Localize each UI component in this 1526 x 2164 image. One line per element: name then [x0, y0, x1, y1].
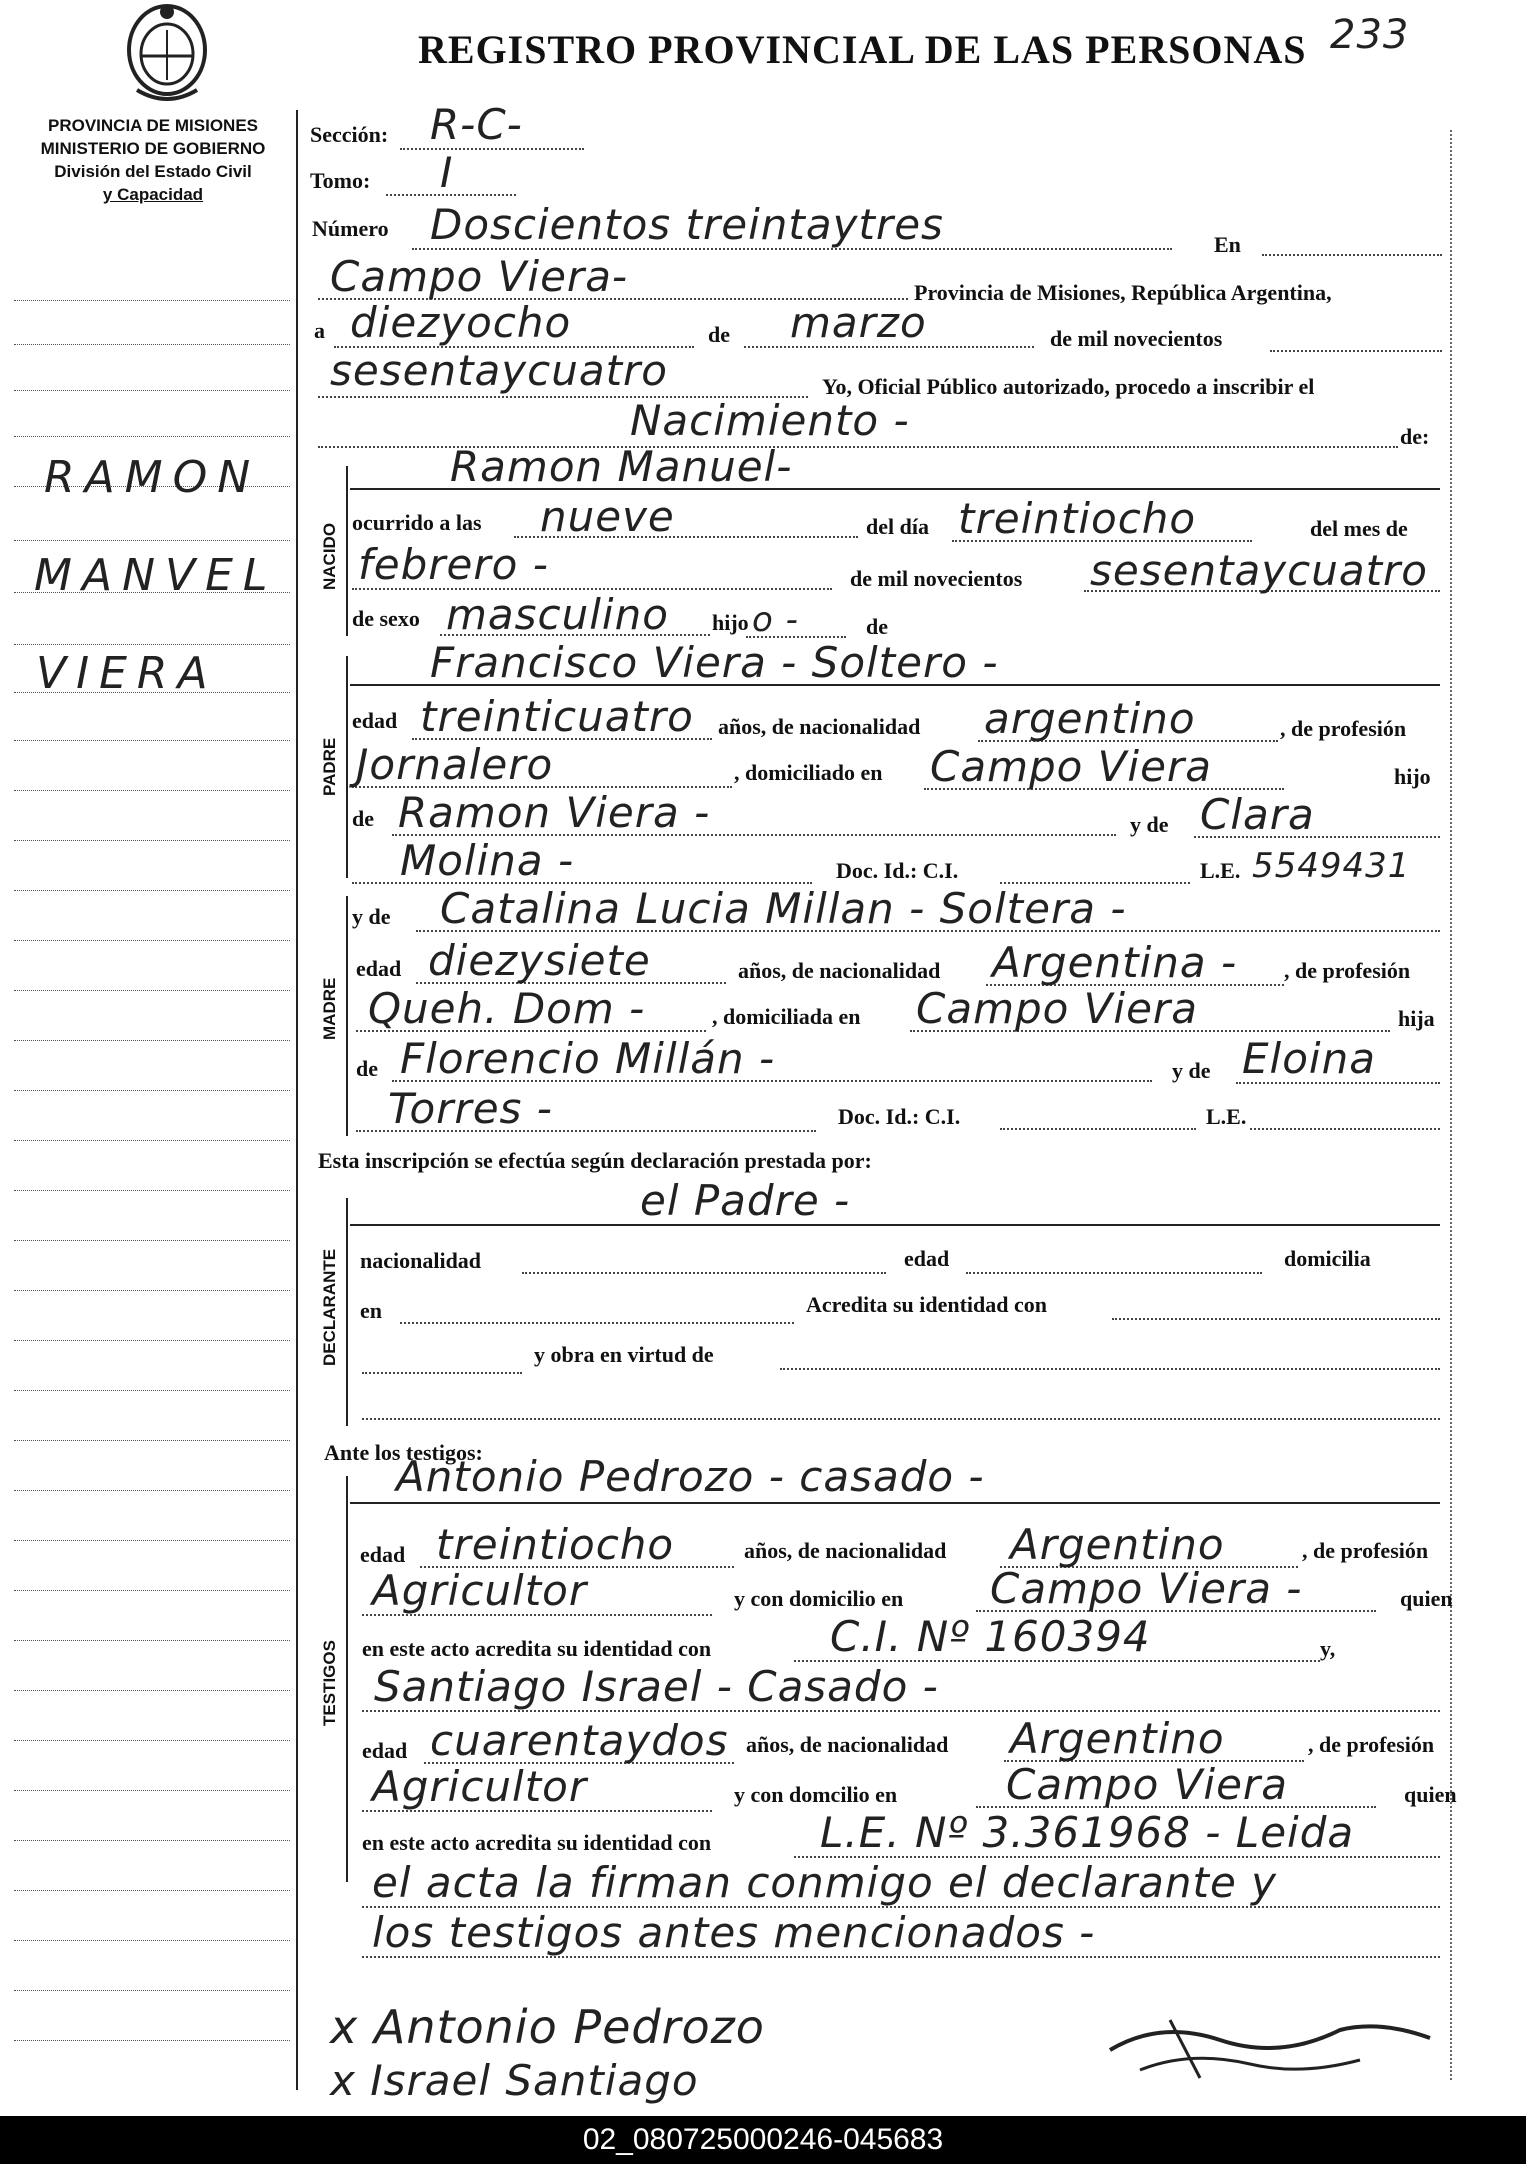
t2-edad-value: cuarentaydos: [430, 1716, 729, 1765]
signature-1: x Antonio Pedrozo: [330, 2000, 765, 2054]
anio-value: sesentaycuatro: [330, 346, 669, 395]
testigo1-value: Antonio Pedrozo - casado -: [396, 1452, 985, 1501]
ministry-line-1: PROVINCIA DE MISIONES: [47, 116, 258, 135]
provincia-label: Provincia de Misiones, República Argentina,: [914, 280, 1332, 305]
t2-domicilio-label: y con domcilio en: [734, 1782, 898, 1807]
t1-edad-value: treintiocho: [436, 1520, 675, 1569]
t1-doc-value: C.I. Nº 160394: [830, 1612, 1151, 1661]
padre-dom-value: Campo Viera: [930, 742, 1212, 791]
t2-edad-label: edad: [362, 1738, 408, 1763]
footer-document-id: 02_080725000246-045683: [0, 2116, 1526, 2164]
padre-y-de-label: y de: [1130, 812, 1169, 837]
dia-value: diezyocho: [350, 298, 572, 347]
hijo-suffix-value: o -: [752, 600, 799, 640]
seccion-value: R-C-: [430, 100, 523, 149]
madre-side-label: MADRE: [320, 977, 339, 1040]
acto-value: Nacimiento -: [630, 396, 910, 445]
domicilia-label: domicilia: [1284, 1246, 1371, 1271]
padre-madre-value-1: Clara: [1200, 790, 1315, 839]
madre-y-de-label: y de: [352, 904, 391, 929]
de-colon-label: de:: [1400, 424, 1430, 449]
ministry-line-3: División del Estado Civil: [54, 162, 252, 181]
t1-domicilio-label: y con domicilio en: [734, 1586, 904, 1611]
mes-nac-value: febrero -: [358, 540, 549, 589]
madre-y-de2-label: y de: [1172, 1058, 1211, 1083]
madre-doc-label: Doc. Id.: C.I.: [838, 1104, 961, 1129]
a-label: a: [314, 318, 325, 343]
de-sexo-label: de sexo: [352, 606, 420, 631]
t2-anos-nac-label: años, de nacionalidad: [746, 1732, 949, 1757]
y-obra-label: y obra en virtud de: [534, 1342, 714, 1367]
madre-madre-value-2: Torres -: [388, 1084, 553, 1133]
decl-edad-label: edad: [904, 1246, 950, 1271]
en-value: Campo Viera-: [330, 252, 629, 301]
de2-label: de: [866, 614, 888, 639]
madre-dom-value: Campo Viera: [916, 984, 1198, 1033]
de-mil-label: de mil novecientos: [1050, 326, 1223, 351]
madre-hija-label: hija: [1398, 1006, 1435, 1031]
padre-edad-value: treinticuatro: [420, 692, 694, 741]
padre-profesion-label: , de profesión: [1280, 716, 1407, 741]
ministry-block: [14, 114, 292, 206]
del-dia-label: del día: [866, 514, 929, 539]
t1-prof-value: Agricultor: [372, 1566, 588, 1615]
madre-de-label: de: [356, 1056, 378, 1081]
madre-madre-value-1: Eloina: [1242, 1034, 1376, 1083]
padre-edad-label: edad: [352, 708, 398, 733]
numero-value: Doscientos treintaytres: [430, 200, 944, 249]
main-left-border: [296, 110, 298, 2090]
ocurrido-label: ocurrido a las: [352, 510, 482, 535]
padre-hijo-label: hijo: [1394, 764, 1431, 789]
t2-doc-value: L.E. Nº 3.361968 - Leida: [820, 1808, 1355, 1857]
de-label: de: [708, 322, 730, 347]
tomo-label: Tomo:: [310, 168, 371, 193]
margin-name-1: RAMON: [44, 452, 261, 503]
padre-side-label: PADRE: [320, 737, 339, 796]
padre-le-value: 5549431: [1252, 846, 1411, 886]
declarante-value: el Padre -: [640, 1176, 851, 1225]
nacido-side-label: NACIDO: [320, 522, 339, 590]
padre-nombre-value: Francisco Viera - Soltero -: [430, 638, 999, 687]
del-mes-label: del mes de: [1310, 516, 1408, 541]
madre-le-label: L.E.: [1206, 1104, 1247, 1129]
madre-nombre-value: Catalina Lucia Millan - Soltera -: [440, 884, 1127, 933]
madre-nac-value: Argentina -: [992, 938, 1238, 987]
t1-anos-nac-label: años, de nacionalidad: [744, 1538, 947, 1563]
yo-label: Yo, Oficial Público autorizado, procedo a inscribir el: [822, 374, 1315, 399]
testigos-bracket: [346, 1476, 348, 1882]
madre-domiciliada-label: , domiciliada en: [712, 1004, 861, 1029]
t2-profesion-label: , de profesión: [1308, 1732, 1435, 1757]
nombre-value: Ramon Manuel-: [450, 442, 793, 491]
t1-nac-value: Argentino: [1010, 1520, 1225, 1569]
padre-nac-value: argentino: [984, 694, 1196, 743]
padre-doc-label: Doc. Id.: C.I.: [836, 858, 959, 883]
ministry-line-4: y Capacidad: [102, 185, 204, 204]
closing-line-1: el acta la firman conmigo el declarante y: [372, 1858, 1278, 1907]
official-signature: [1100, 1980, 1440, 2100]
nacido-bracket: [346, 466, 348, 636]
seccion-label: Sección:: [310, 122, 389, 147]
signature-2: x Israel Santiago: [330, 2056, 699, 2105]
madre-prof-value: Queh. Dom -: [368, 984, 646, 1033]
t2-nac-value: Argentino: [1010, 1714, 1225, 1763]
ministry-line-2: MINISTERIO DE GOBIERNO: [40, 139, 266, 158]
tomo-value: I: [440, 148, 454, 197]
page-number: 233: [1330, 12, 1410, 58]
declarante-side-label: DECLARANTE: [320, 1248, 339, 1366]
margin-name-2: MANVEL: [34, 550, 278, 601]
madre-anos-nac-label: años, de nacionalidad: [738, 958, 941, 983]
testigo2-value: Santiago Israel - Casado -: [374, 1662, 939, 1711]
t1-edad-label: edad: [360, 1542, 406, 1567]
sexo-value: masculino: [446, 590, 669, 639]
padre-de-label: de: [352, 806, 374, 831]
padre-madre-value-2: Molina -: [400, 836, 575, 885]
en-label: En: [1214, 232, 1241, 257]
madre-profesion-label: , de profesión: [1284, 958, 1411, 983]
decl-en-label: en: [360, 1298, 382, 1323]
t2-acto-label: en este acto acredita su identidad con: [362, 1830, 712, 1855]
de-mil-nov-label: de mil novecientos: [850, 566, 1023, 591]
acredita-label: Acredita su identidad con: [806, 1292, 1048, 1317]
anio-nac-value: sesentaycuatro: [1090, 546, 1429, 595]
padre-bracket: [346, 656, 348, 878]
declarante-bracket: [346, 1198, 348, 1426]
esta-inscripcion-label: Esta inscripción se efectúa según declaración prestada por:: [318, 1148, 872, 1173]
t2-quien-label: quien: [1404, 1782, 1457, 1807]
mes-value: marzo: [790, 298, 927, 347]
t1-quien-label: quien: [1400, 1586, 1453, 1611]
nacionalidad-label: nacionalidad: [360, 1248, 482, 1273]
ante-testigos-label: Ante los testigos:: [324, 1440, 483, 1465]
madre-bracket: [346, 896, 348, 1136]
t1-y-label: y,: [1320, 1636, 1336, 1661]
t2-dom-value: Campo Viera: [1006, 1760, 1288, 1809]
madre-padre-value: Florencio Millán -: [400, 1034, 776, 1083]
margin-name-3: VIERA: [36, 648, 218, 699]
testigos-side-label: TESTIGOS: [320, 1640, 339, 1726]
numero-label: Número: [312, 216, 389, 241]
hijo-label: hijo: [712, 610, 749, 635]
madre-edad-label: edad: [356, 956, 402, 981]
padre-le-label: L.E.: [1200, 858, 1241, 883]
padre-domiciliado-label: , domiciliado en: [734, 760, 883, 785]
t1-acto-label: en este acto acredita su identidad con: [362, 1636, 712, 1661]
madre-edad-value: diezysiete: [428, 936, 651, 985]
hora-value: nueve: [540, 492, 675, 541]
page-title: REGISTRO PROVINCIAL DE LAS PERSONAS: [418, 27, 1307, 72]
padre-padre-value: Ramon Viera -: [398, 788, 711, 837]
padre-prof-value: Jornalero: [356, 740, 554, 789]
dia-nac-value: treintiocho: [958, 494, 1197, 543]
closing-line-2: los testigos antes mencionados -: [372, 1908, 1096, 1957]
t1-profesion-label: , de profesión: [1302, 1538, 1429, 1563]
coat-of-arms-seal: [112, 0, 222, 110]
t2-prof-value: Agricultor: [372, 1762, 588, 1811]
padre-anos-nac-label: años, de nacionalidad: [718, 714, 921, 739]
t1-dom-value: Campo Viera -: [990, 1564, 1303, 1613]
